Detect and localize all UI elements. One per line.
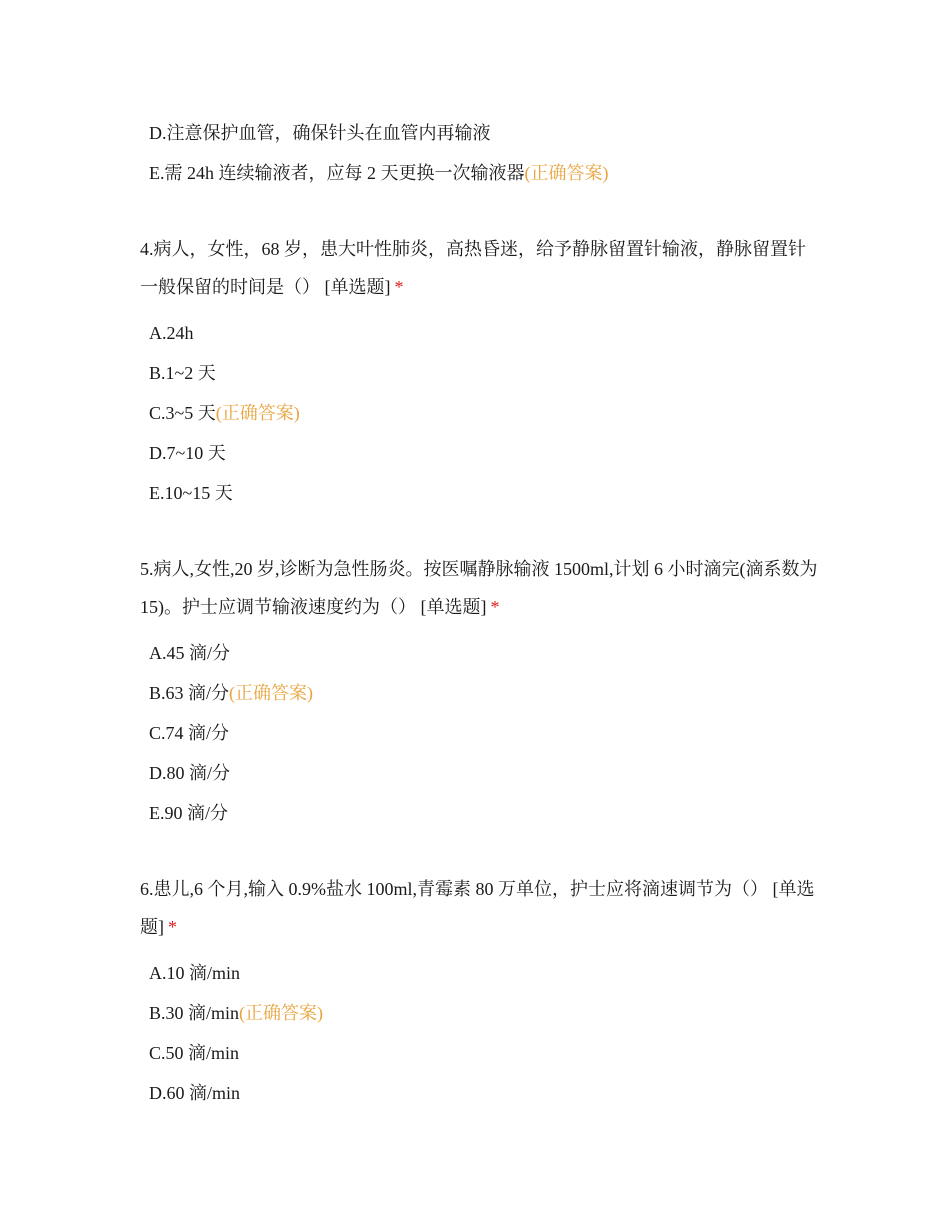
option-q3-e: E.需 24h 连续输液者，应每 2 天更换一次输液器(正确答案)	[149, 163, 609, 183]
option-q4-c: C.3~5 天(正确答案)	[149, 403, 300, 423]
option-q6-b: B.30 滴/min(正确答案)	[149, 1003, 324, 1023]
option-q6-d: D.60 滴/min	[149, 1083, 241, 1103]
option-q5-d: D.80 滴/分	[149, 763, 230, 783]
required-marker: *	[394, 277, 404, 297]
required-marker: *	[490, 597, 500, 617]
option-q5-b: B.63 滴/分(正确答案)	[149, 683, 314, 703]
question-5	[140, 550, 820, 626]
question-text: 6.患儿,6 个月,输入 0.9%盐水 100ml,青霉素 80 万单位，护士应将滴速调节为（） [单选题]	[140, 879, 815, 937]
correct-answer-tag: (正确答案)	[524, 163, 609, 183]
question-4	[140, 230, 820, 306]
option-q4-b: B.1~2 天	[149, 363, 216, 383]
option-q4-a: A.24h	[149, 323, 194, 343]
correct-answer-tag: (正确答案)	[229, 683, 314, 703]
correct-answer-tag: (正确答案)	[215, 403, 300, 423]
option-q5-e: E.90 滴/分	[149, 803, 228, 823]
option-q4-e: E.10~15 天	[149, 483, 233, 503]
option-q4-d: D.7~10 天	[149, 443, 226, 463]
option-q5-c: C.74 滴/分	[149, 723, 230, 743]
option-q6-a: A.10 滴/min	[149, 963, 241, 983]
correct-answer-tag: (正确答案)	[239, 1003, 324, 1023]
question-text: 4.病人，女性，68 岁，患大叶性肺炎，高热昏迷，给予静脉留置针输液，静脉留置针一般保留的时间是（） [单选题]	[140, 239, 806, 297]
option-q6-c: C.50 滴/min	[149, 1043, 240, 1063]
required-marker: *	[168, 917, 177, 937]
option-q5-a: A.45 滴/分	[149, 643, 230, 663]
question-text: 5.病人,女性,20 岁,诊断为急性肠炎。按医嘱静脉输液 1500ml,计划 6 小时滴完(滴系数为 15)。护士应调节输液速度约为（） [单选题]	[140, 559, 818, 617]
question-6	[140, 870, 820, 946]
option-q3-d: D.注意保护血管，确保针头在血管内再输液	[149, 123, 491, 143]
